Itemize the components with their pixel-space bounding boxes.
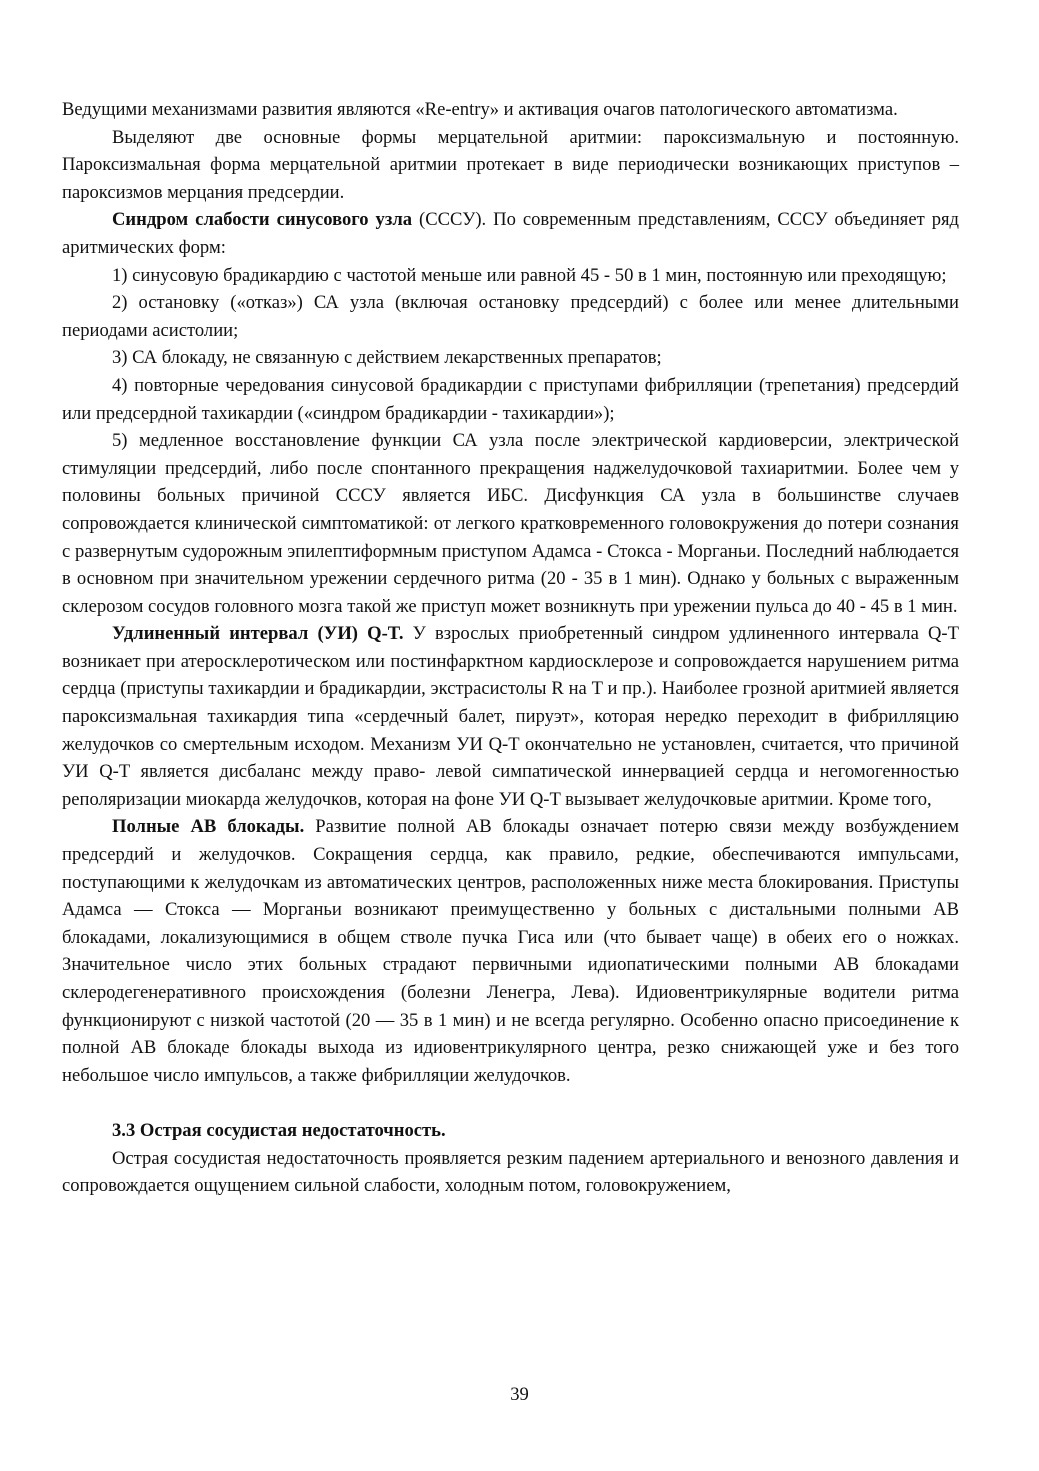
paragraph-av-block-text: Развитие полной АВ блокады означает потерю связи между возбуждением предсердий и желудочков. Сокращения сердца, как правило, редкие, обеспечиваются импульсами, поступающими к желудочкам из автоматических центров, расположенных ниже места блокирования. Приступы Адамса — Стокса — Морганьи возникают преимущественно у больных с дистальными полными АВ блокадами, локализующимися в общем стволе пучка Гиса или (что бывает чаще) в обеих его о ножках. Значительное число этих больных страдают первичными идиопатическими полными АВ блокадами склеродегенеративного происхождения (болезни Ленегра, Лева). Идиовентрикулярные водители ритма функционируют с низкой частотой (20 — 35 в 1 мин) и не всегда регулярно. Особенно опасно присоединение к полной АВ блокаде блокады выхода из идиовентрикулярного центра, резко снижающей уже и без того небольшое число импульсов, а также фибрилляции желудочков. xyxy=(62,816,959,1086)
list-item-2: 2) остановку («отказ») СА узла (включая остановку предсердий) с более или менее длительными периодами асистолии; xyxy=(62,292,959,341)
list-item-3: 3) СА блокаду, не связанную с действием лекарственных препаратов; xyxy=(112,347,662,369)
section-heading: 3.3 Острая сосудистая недостаточность. xyxy=(112,1119,446,1141)
paragraph-mechanisms: Ведущими механизмами развития являются «Re-entry» и активация очагов патологического автоматизма. xyxy=(62,99,898,120)
term-av-block: Полные АВ блокады. xyxy=(112,816,305,838)
list-item-5: 5) медленное восстановление функции СА узла после электрической кардиоверсии, электрической стимуляции предсердий, либо после спонтанного прекращения наджелудочковой тахиаритмии. Более чем у половины больных причиной СССУ является ИБС. Дисфункция СА узла в большинстве случаев сопровождается клинической симптоматикой: от легкого кратковременного головокружения до потери сознания с развернутым судорожным эпилептиформным приступом Адамса - Стокса - Морганьи. Последний наблюдается в основном при значительном урежении сердечного ритма (20 - 35 в 1 мин). Однако у больных с выраженным склерозом сосудов головного мозга такой же приступ может возникнуть при урежении пульса до 40 - 45 в 1 мин. xyxy=(62,430,959,617)
paragraph-sick-sinus-syndrome-text: (СССУ). По современным представлениям, СССУ объединяет ряд аритмических форм: xyxy=(62,209,959,258)
paragraph-sick-sinus-syndrome xyxy=(62,206,959,261)
paragraph-long-qt xyxy=(62,620,959,813)
list-item-4: 4) повторные чередования синусовой брадикардии с приступами фибрилляции (трепетания) предсердий или предсердной тахикардии («синдром брадикардии - тахикардии»); xyxy=(62,374,959,424)
paragraph-atrial-fibrillation-forms: Выделяют две основные формы мерцательной аритмии: пароксизмальную и постоянную. Пароксизмальная форма мерцательной аритмии протекает в виде периодически возникающих приступов – пароксизмов мерцания предсердии. xyxy=(62,126,959,203)
paragraph-av-block xyxy=(62,813,959,1089)
term-long-qt: Удлиненный интервал (УИ) Q-T. xyxy=(112,623,404,645)
paragraph-vascular-insufficiency: Острая сосудистая недостаточность проявляется резким падением артериального и венозного давления и сопровождается ощущением сильной слабости, холодным потом, головокружением, xyxy=(62,1147,959,1197)
document-page xyxy=(62,96,959,1200)
list-item-1: 1) синусовую брадикардию с частотой меньше или равной 45 - 50 в 1 мин, постоянную или преходящую; xyxy=(112,264,947,286)
paragraph-long-qt-text: У взрослых приобретенный синдром удлиненного интервала Q-T возникает при атеросклеротическом или постинфарктном кардиосклерозе и сопровождается нарушением ритма сердца (приступы тахикардии и брадикардии, экстрасистолы R на T и пр.). Наиболее грозной аритмией является пароксизмальная тахикардия типа «сердечный балет, пируэт», которая нередко переходит в фибрилляцию желудочков со смертельным исходом. Механизм УИ Q-T окончательно не установлен, считается, что причиной УИ Q-T является дисбаланс между право- левой симпатической иннервацией сердца и негомогенностью реполяризации миокарда желудочков, которая на фоне УИ Q-T вызывает желудочковые аритмии. Кроме того, xyxy=(62,623,959,810)
page-number: 39 xyxy=(510,1384,529,1405)
term-sick-sinus-syndrome: Синдром слабости синусового узла xyxy=(112,209,413,231)
